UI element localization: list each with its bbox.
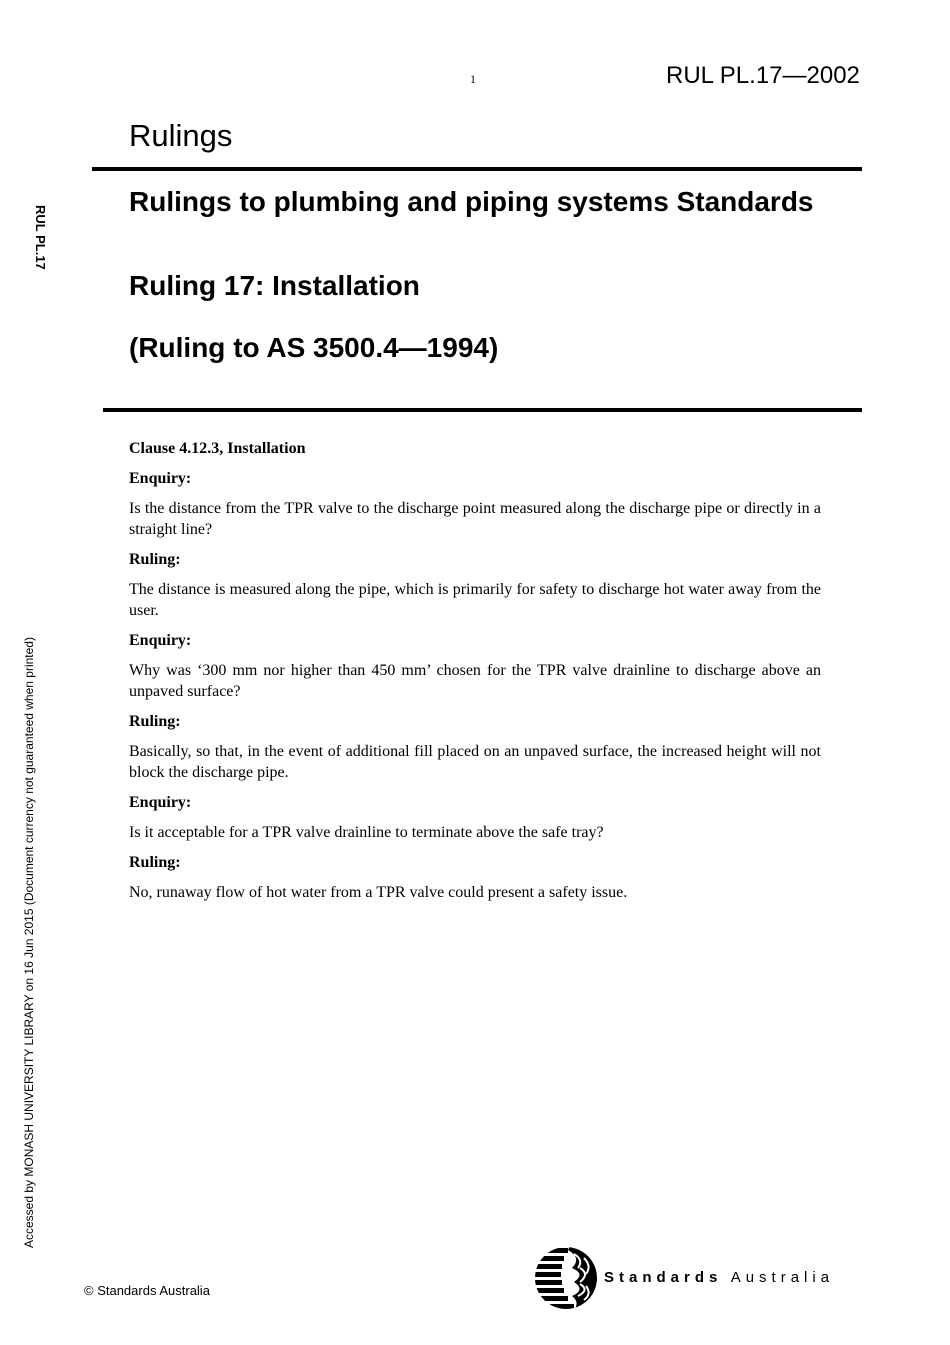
enquiry-label: Enquiry: [129, 470, 192, 487]
ruling-reference: (Ruling to AS 3500.4—1994) [129, 332, 499, 363]
enquiry-label: Enquiry: [129, 794, 192, 811]
ruling-content [129, 438, 821, 912]
enquiry-text: Is it acceptable for a TPR valve drainline to terminate above the safe tray? [129, 824, 604, 841]
top-divider [92, 167, 862, 171]
enquiry-text: Why was ‘300 mm nor higher than 450 mm’ chosen for the TPR valve drainline to discharge above an unpaved surface? [129, 662, 821, 700]
access-watermark: Accessed by MONASH UNIVERSITY LIBRARY on 16 Jun 2015 (Document currency not guaranteed when printed) [22, 637, 36, 1248]
ruling-text: Basically, so that, in the event of additional fill placed on an unpaved surface, the increased height will not block the discharge pipe. [129, 743, 821, 781]
section-title: Rulings [129, 118, 233, 153]
logo-wordmark [604, 1269, 834, 1286]
ruling-text: The distance is measured along the pipe, which is primarily for safety to discharge hot water away from the user. [129, 581, 821, 619]
logo-wordmark-bold: Standards [604, 1269, 723, 1286]
ruling-label: Ruling: [129, 854, 181, 871]
standards-australia-logo-icon [534, 1246, 598, 1310]
clause-heading: Clause 4.12.3, Installation [129, 440, 306, 457]
ruling-number: Ruling 17: Installation [129, 270, 420, 301]
page-number: 1 [470, 72, 476, 86]
ruling-label: Ruling: [129, 713, 181, 730]
enquiry-text: Is the distance from the TPR valve to the discharge point measured along the discharge pipe or directly in a straight line? [129, 500, 821, 538]
side-document-code: RUL PL.17 [33, 205, 48, 270]
ruling-label: Ruling: [129, 551, 181, 568]
ruling-text: No, runaway flow of hot water from a TPR valve could present a safety issue. [129, 884, 628, 901]
document-code: RUL PL.17—2002 [666, 62, 860, 89]
copyright-notice: © Standards Australia [84, 1283, 210, 1298]
main-title: Rulings to plumbing and piping systems Standards [129, 186, 814, 217]
logo-wordmark-regular: Australia [730, 1269, 835, 1286]
enquiry-label: Enquiry: [129, 632, 192, 649]
title-divider [103, 408, 862, 412]
